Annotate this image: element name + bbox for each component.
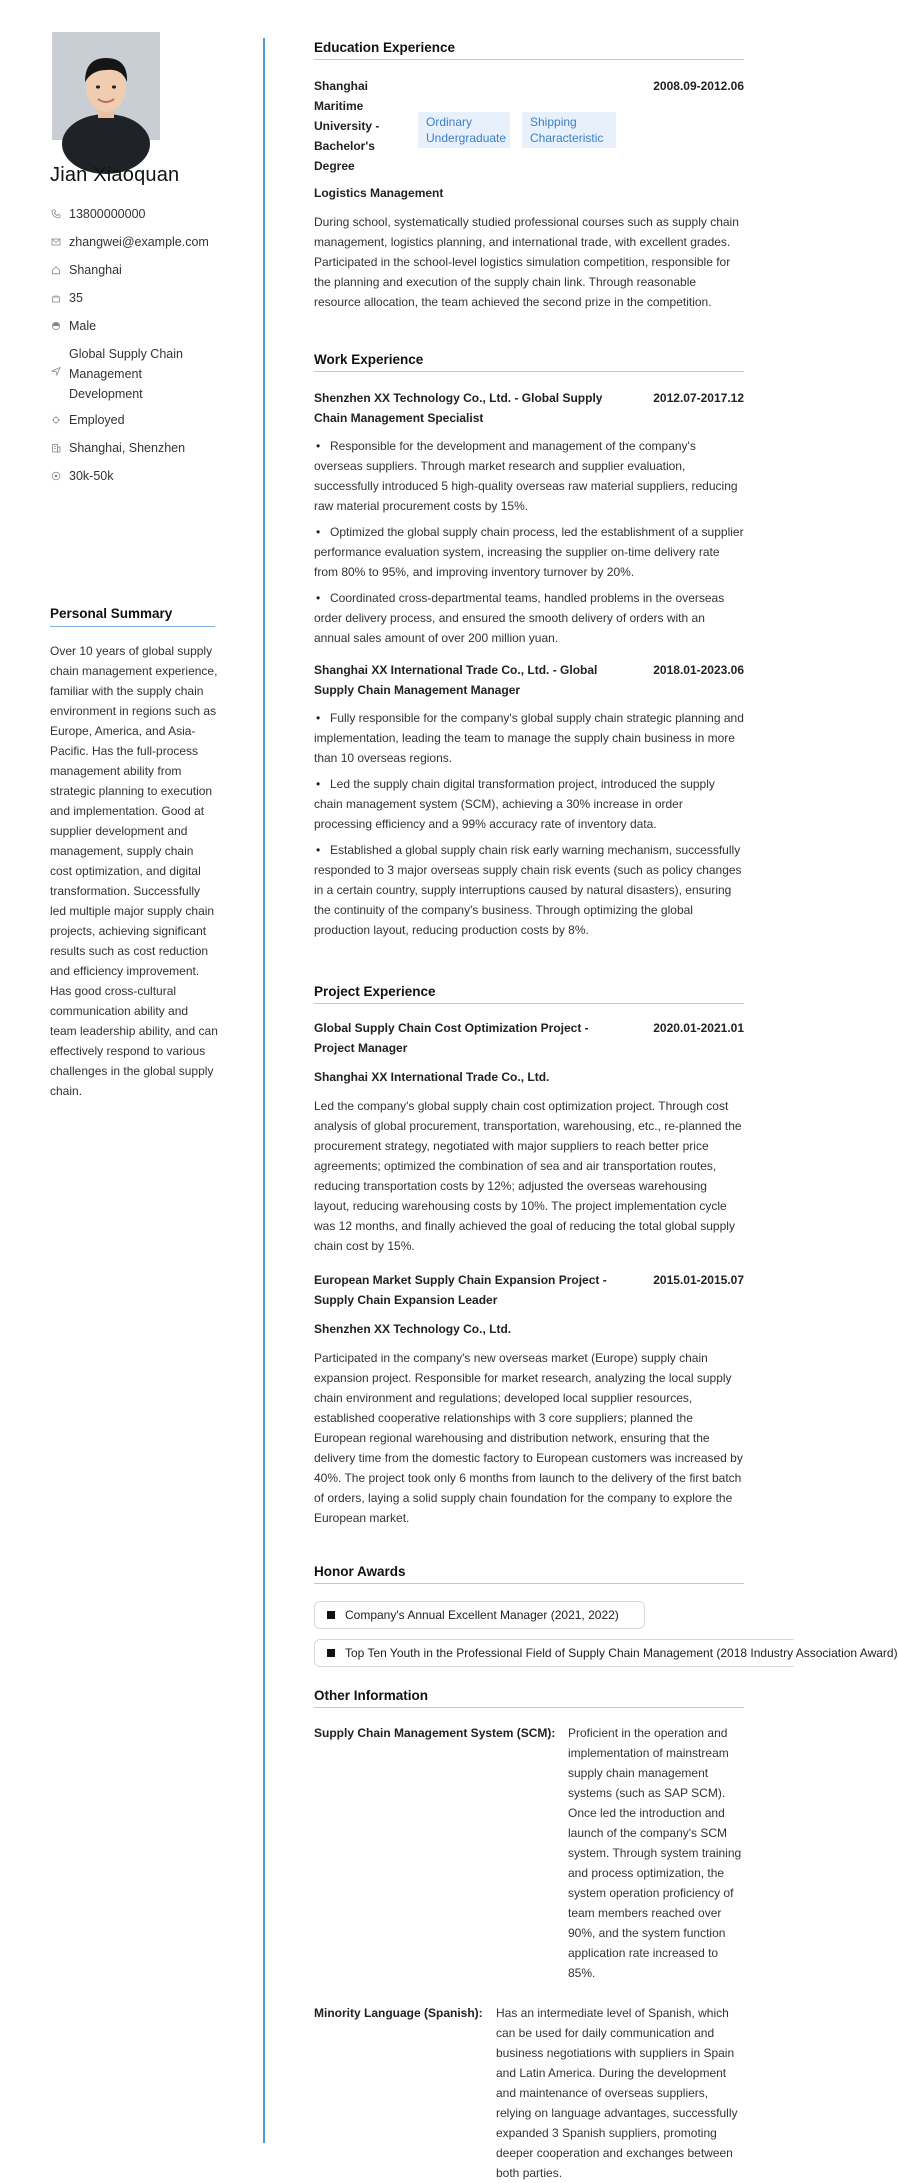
project-heading [314, 1270, 744, 1310]
education-entry [314, 76, 744, 176]
contact-phone [50, 204, 250, 224]
contact-status-text: Employed [69, 413, 125, 427]
project-description: Led the company's global supply chain cost optimization project. Through cost analysis of global procurement, transportation, warehousing, etc., re-planned the procurement strategy, negotiated with major suppliers to reach better price agreements; optimized the combination of sea and air transportation routes, reducing transportation costs by 12%; adjusted the overseas warehousing layout, reducing warehousing costs by 10%. The project implementation cycle was 12 months, and finally achieved the goal of reducing the total global supply chain cost by 15%. [314, 1099, 742, 1253]
education-description: During school, systematically studied professional courses such as supply chain management, logistics planning, and international trade, with excellent grades. Participated in the school-level logistics simulation competition, responsible for the planning and execution of the supply chain link. Through reasonable resource allocation, the team achieved the second prize in the competition. [314, 215, 739, 309]
job-bullet: • Optimized the global supply chain process, led the establishment of a supplier performance evaluation system, increasing the supplier on-time delivery rate from 80% to 95%, and improving inventory turnover by 20%. [314, 522, 744, 582]
contact-target [50, 344, 250, 404]
avatar-photo-icon [52, 32, 160, 140]
contact-city [50, 260, 250, 280]
project-date: 2020.01-2021.01 [653, 1021, 744, 1035]
phone-icon [50, 208, 62, 220]
other-item [314, 1723, 744, 2003]
personal-summary-text: Over 10 years of global supply chain management experience, familiar with the supply chain environment in regions such as Europe, America, and Asia-Pacific. Has the full-process management ability from strategic planning to execution and implementation. Good at supplier development and management, supply chain cost optimization, and digital transformation. Successfully led multiple major supply chain projects, achieving significant results such as cost reduction and efficiency improvement. Has good cross-cultural communication ability and team leadership ability, and can effectively respond to various challenges in the global supply chain. [50, 644, 218, 1098]
contact-age-text: 35 [69, 291, 83, 305]
candidate-name: Jian Xiaoquan [50, 164, 180, 186]
status-icon [50, 414, 62, 426]
education-date: 2008.09-2012.06 [653, 79, 744, 93]
job-heading [314, 660, 744, 700]
project-description: Participated in the company's new overseas market (Europe) supply chain expansion project. Responsible for market research, analyzing the local supply chain environment and regulations; developed local supplier resources, established cooperative relationships with 3 core suppliers; planned the European regional warehousing and distribution network, ensuring that the delivery time from the domestic factory to European customers was increased by 40%. The project took only 6 months from launch to the delivery of the first batch of orders, laying a solid supply chain foundation for the company to explore the European market. [314, 1351, 743, 1525]
work-title: Work Experience [314, 352, 744, 372]
honor-text: Top Ten Youth in the Professional Field of Supply Chain Management (2018 Industry Association Award) [345, 1646, 898, 1660]
education-tag: Shipping Characteristic [522, 112, 616, 148]
other-value: Proficient in the operation and implementation of mainstream supply chain management systems (such as SAP SCM). Once led the introduction and launch of the company's SCM system. Through system training and process optimization, the system operation proficiency of team members reached over 90%, and the system function application rate increased to 85%. [568, 1726, 742, 1980]
education-major: Logistics Management [314, 186, 444, 200]
contact-gender [50, 316, 250, 336]
project-title: European Market Supply Chain Expansion Project - Supply Chain Expansion Leader [314, 1273, 607, 1307]
target-icon [50, 365, 62, 377]
bullet-square-icon [327, 1611, 335, 1619]
honor-item [314, 1639, 898, 1667]
honor-text: Company's Annual Excellent Manager (2021, 2022) [345, 1608, 619, 1622]
job-bullet: • Responsible for the development and management of the company's overseas suppliers. Through market research and supplier evaluation, successfully introduced 5 high-quality overseas raw material suppliers, reducing raw material procurement costs by 15%. [314, 436, 744, 516]
job-title: Shenzhen XX Technology Co., Ltd. - Global Supply Chain Management Specialist [314, 391, 603, 425]
project-company: Shenzhen XX Technology Co., Ltd. [314, 1322, 512, 1336]
contact-email [50, 232, 250, 252]
column-divider [263, 38, 265, 2143]
project-company: Shanghai XX International Trade Co., Ltd. [314, 1070, 550, 1084]
salary-icon [50, 470, 62, 482]
other-title: Other Information [314, 1688, 744, 1708]
email-icon [50, 236, 62, 248]
other-label: Minority Language (Spanish): [314, 2006, 483, 2020]
building-icon [50, 442, 62, 454]
education-school: Shanghai Maritime University - Bachelor's Degree [314, 79, 380, 173]
education-title: Education Experience [314, 40, 744, 60]
avatar [52, 32, 160, 140]
age-icon [50, 292, 62, 304]
contact-location-text: Shanghai, Shenzhen [69, 441, 186, 455]
job-bullets [314, 708, 744, 946]
contact-list [50, 204, 250, 494]
job-date: 2012.07-2017.12 [653, 391, 744, 405]
other-value: Has an intermediate level of Spanish, which can be used for daily communication and business negotiations with suppliers in Spain and Latin America. During the development and maintenance of overseas suppliers, relying on language advantages, successfully expanded 3 Spanish suppliers, promoting deeper cooperation and exchanges between both parties. [496, 2006, 738, 2180]
project-heading [314, 1018, 744, 1058]
gender-icon [50, 320, 62, 332]
contact-gender-text: Male [69, 319, 97, 333]
contact-email-text: zhangwei@example.com [69, 235, 209, 249]
sidebar [0, 0, 264, 2183]
contact-target-text: Global Supply Chain Management Development [69, 347, 183, 401]
contact-salary-text: 30k-50k [69, 469, 114, 483]
bullet-square-icon [327, 1649, 335, 1657]
home-icon [50, 264, 62, 276]
project-date: 2015.01-2015.07 [653, 1273, 744, 1287]
honors-title: Honor Awards [314, 1564, 744, 1584]
project-title: Global Supply Chain Cost Optimization Project - Project Manager [314, 1021, 589, 1055]
contact-salary [50, 466, 250, 486]
job-date: 2018.01-2023.06 [653, 663, 744, 677]
other-label: Supply Chain Management System (SCM): [314, 1726, 556, 1740]
contact-age [50, 288, 250, 308]
job-heading [314, 388, 744, 428]
job-bullet: • Coordinated cross-departmental teams, handled problems in the overseas order delivery process, and ensured the smooth delivery of orders with an annual sales amount of over 200 million yuan. [314, 588, 744, 648]
personal-summary-title: Personal Summary [50, 606, 215, 627]
projects-title: Project Experience [314, 984, 744, 1004]
education-tags [418, 112, 616, 148]
other-item [314, 2003, 744, 2183]
contact-city-text: Shanghai [69, 263, 122, 277]
contact-location [50, 438, 250, 458]
job-bullets [314, 436, 744, 654]
job-bullet: • Fully responsible for the company's global supply chain strategic planning and implementation, leading the team to manage the supply chain business in more than 10 overseas regions. [314, 708, 744, 768]
contact-status [50, 410, 250, 430]
job-title: Shanghai XX International Trade Co., Ltd. - Global Supply Chain Management Manager [314, 663, 598, 697]
contact-phone-text: 13800000000 [69, 207, 146, 221]
education-tag: Ordinary Undergraduate [418, 112, 510, 148]
job-bullet: • Led the supply chain digital transformation project, introduced the supply chain management system (SCM), achieving a 30% increase in order processing efficiency and a 99% accuracy rate of inventory data. [314, 774, 744, 834]
honor-item [314, 1601, 645, 1629]
job-bullet: • Established a global supply chain risk early warning mechanism, successfully responded to 3 major overseas supply chain risk events (such as policy changes in a certain country, supply interruptions caused by natural disasters), ensuring the continuity of the company's business. Through optimizing the global production layout, reducing production costs by 8%. [314, 840, 744, 940]
